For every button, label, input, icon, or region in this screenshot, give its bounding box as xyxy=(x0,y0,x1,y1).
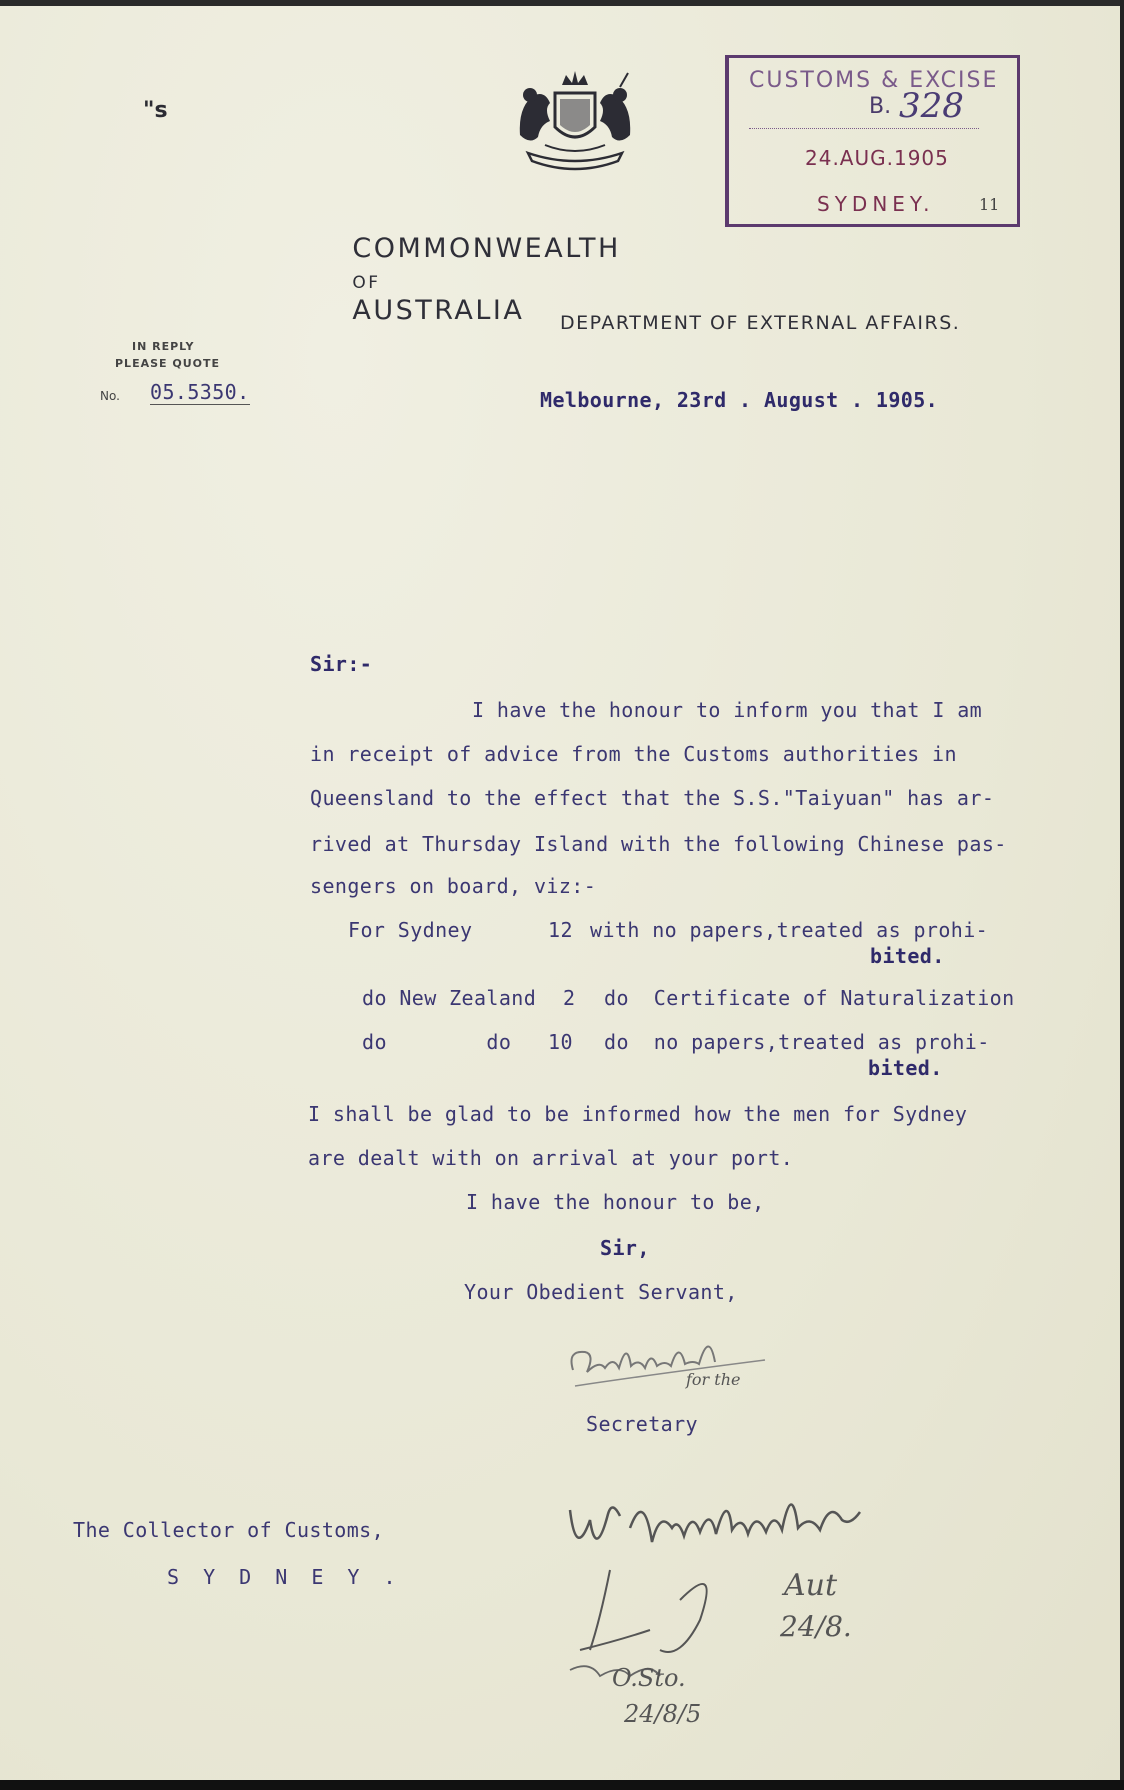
addressee-line2: S Y D N E Y . xyxy=(167,1565,402,1589)
stamp-divider xyxy=(749,128,979,129)
title-commonwealth: COMMONWEALTH xyxy=(352,233,621,264)
aut-number: 24/8. xyxy=(780,1610,852,1643)
para1-line5: sengers on board, viz:- xyxy=(310,874,597,898)
row2-detail: do Certificate of Naturalization xyxy=(604,986,1015,1010)
coat-of-arms-icon xyxy=(500,65,650,175)
department-name: DEPARTMENT OF EXTERNAL AFFAIRS. xyxy=(560,312,961,334)
no-label: No. xyxy=(100,389,120,403)
place-date: Melbourne, 23rd . August . 1905. xyxy=(540,388,939,412)
quote-label: PLEASE QUOTE xyxy=(115,357,221,370)
title-australia: AUSTRALIA xyxy=(352,295,525,326)
stamp-city: SYDNEY. xyxy=(817,192,935,216)
scan-edge-top xyxy=(0,0,1120,6)
row2-count: 2 xyxy=(563,986,576,1010)
secretary-title: Secretary xyxy=(586,1412,698,1436)
stamp-mark: 11 xyxy=(979,195,1000,214)
closing-line3: Your Obedient Servant, xyxy=(464,1280,738,1304)
handwritten-signature-icon xyxy=(560,1470,980,1570)
customs-stamp xyxy=(725,55,1020,227)
closing-line1: I have the honour to be, xyxy=(466,1190,765,1214)
stamp-prefix: B. xyxy=(869,94,892,119)
stamp-date: 24.AUG.1905 xyxy=(805,146,949,170)
row2-dest: do New Zealand xyxy=(362,986,537,1010)
salutation: Sir:- xyxy=(310,652,373,676)
scan-edge-right xyxy=(1120,0,1124,1790)
signature-note: for the xyxy=(686,1370,741,1389)
stamp-number: 328 xyxy=(899,86,964,126)
secretary-signature-icon xyxy=(565,1320,775,1400)
row1-count: 12 xyxy=(548,918,573,942)
addressee-line1: The Collector of Customs, xyxy=(73,1518,385,1542)
para2-line2: are dealt with on arrival at your port. xyxy=(308,1146,794,1170)
initials-text: O.Sto. xyxy=(612,1664,686,1692)
scan-edge-bottom xyxy=(0,1780,1124,1790)
row3-cont: bited. xyxy=(868,1056,943,1080)
reference-number: 05.5350. xyxy=(150,380,250,404)
row3-count: 10 xyxy=(548,1030,573,1054)
stamp-title: CUSTOMS & EXCISE xyxy=(749,68,999,93)
row1-cont: bited. xyxy=(870,944,945,968)
row1-dest: For Sydney xyxy=(348,918,473,942)
row3-detail: do no papers,treated as prohi- xyxy=(604,1030,990,1054)
row3-dest: do do xyxy=(362,1030,512,1054)
para1-line2: in receipt of advice from the Customs authorities in xyxy=(310,742,957,766)
marginal-mark: "s xyxy=(143,98,168,123)
title-of: OF xyxy=(352,273,381,293)
date-note: 24/8/5 xyxy=(624,1700,702,1728)
row1-detail: with no papers,treated as prohi- xyxy=(590,918,989,942)
para2-line1: I shall be glad to be informed how the men for Sydney xyxy=(308,1102,968,1126)
aut-note: Aut xyxy=(784,1568,838,1603)
para1-line3: Queensland to the effect that the S.S."Taiyuan" has ar- xyxy=(310,786,995,810)
para1-line4: rived at Thursday Island with the following Chinese pas- xyxy=(310,832,1007,856)
closing-line2: Sir, xyxy=(600,1236,650,1260)
reply-label: IN REPLY xyxy=(132,340,195,353)
para1-line1: I have the honour to inform you that I am xyxy=(472,698,983,722)
